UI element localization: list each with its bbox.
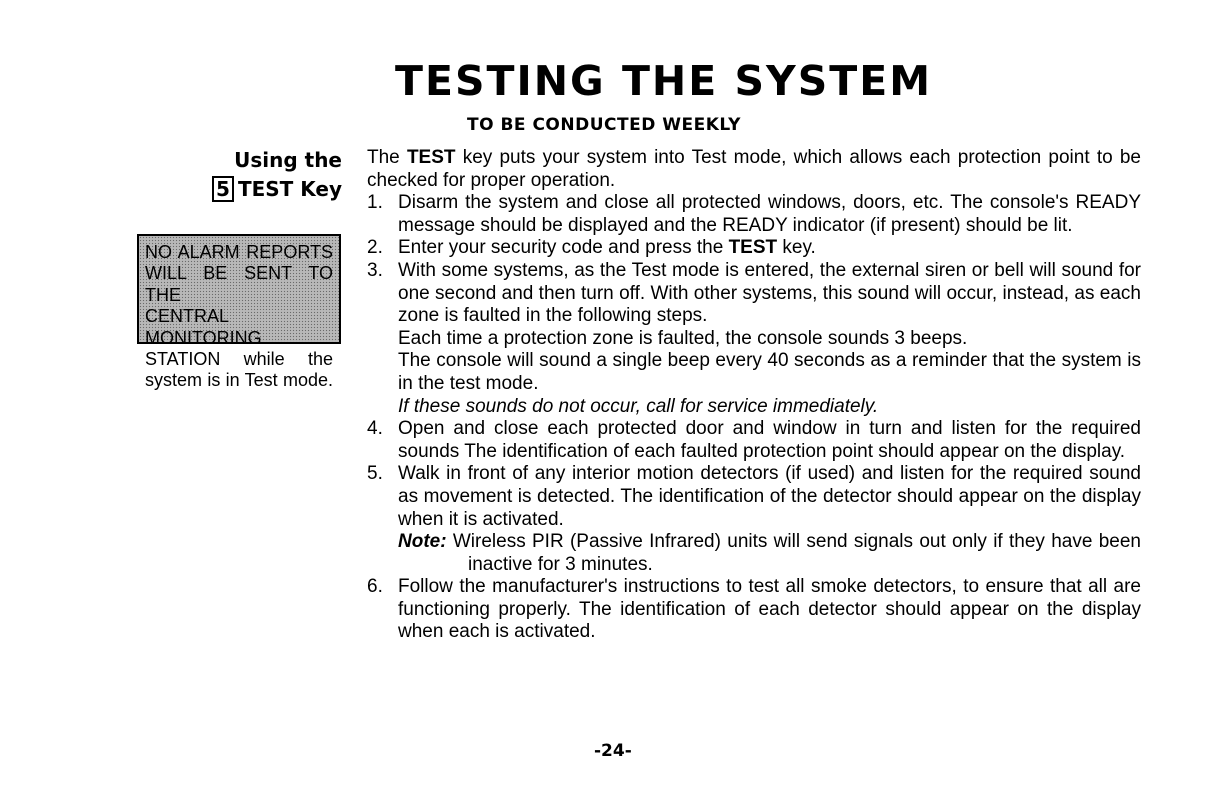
- step-number: 5.: [367, 463, 383, 485]
- step-text: Disarm the system and close all protected windows, doors, etc. The console's READY message should be displayed and the READY indicator (if present) should be lit.: [398, 192, 1141, 236]
- side-heading-key-text: TEST Key: [237, 177, 342, 201]
- note-text: Wireless PIR (Passive Infrared) units will send signals out only if they have been inactive for 3 minutes.: [446, 531, 1141, 575]
- step-number: 4.: [367, 418, 383, 440]
- step-text: With some systems, as the Test mode is entered, the external siren or bell will sound for one second and then turn off. With other systems, this sound will occur, instead, as each zone is faulted in the following steps.: [398, 259, 1141, 327]
- intro-text: key puts your system into Test mode, which allows each protection point to be checked for proper operation.: [367, 147, 1141, 191]
- side-heading: [138, 146, 342, 204]
- notice-line: CENTRAL MONITORING: [145, 306, 262, 348]
- step-text: key.: [777, 237, 816, 259]
- step-extra-text: Each time a protection zone is faulted, the console sounds 3 beeps.: [398, 327, 968, 349]
- step-note: [398, 531, 1141, 576]
- intro-paragraph: [367, 147, 1141, 192]
- notice-line: STATION while the: [145, 349, 333, 370]
- step-warning-text: If these sounds do not occur, call for service immediately.: [398, 395, 879, 417]
- notice-box: [137, 234, 341, 391]
- intro-text: The: [367, 147, 407, 168]
- side-heading-line1: Using the: [234, 148, 342, 172]
- note-label: Note:: [398, 531, 447, 553]
- page-number: -24-: [594, 741, 632, 761]
- list-item: [367, 463, 1141, 576]
- test-key-label: TEST: [406, 147, 456, 168]
- side-heading-line2: [138, 175, 342, 204]
- step-text: Follow the manufacturer's instructions to test all smoke detectors, to ensure that all are functioning properly. The identification of each detector should appear on the display when each is activated.: [398, 576, 1141, 643]
- page-title: TESTING THE SYSTEM: [395, 57, 933, 105]
- list-item: [367, 260, 1141, 418]
- notice-line: NO ALARM REPORTS: [145, 242, 333, 262]
- notice-line: system is in Test mode.: [145, 370, 333, 391]
- list-item: [367, 192, 1141, 237]
- notice-line: WILL BE SENT TO THE: [145, 263, 333, 305]
- page-subtitle: TO BE CONDUCTED WEEKLY: [467, 115, 741, 135]
- test-key-icon: 5: [212, 176, 234, 202]
- step-number: 6.: [367, 576, 383, 598]
- list-item: [367, 576, 1141, 644]
- test-key-label: TEST: [728, 237, 778, 259]
- step-number: 3.: [367, 259, 383, 281]
- steps-list: [367, 192, 1141, 644]
- list-item: [367, 237, 1141, 260]
- list-item: [367, 418, 1141, 463]
- step-text: Open and close each protected door and window in turn and listen for the required sounds The identification of each faulted protection point should appear on the display.: [398, 418, 1141, 462]
- step-text: Walk in front of any interior motion detectors (if used) and listen for the required sound as movement is detected. The identification of the detector should appear on the display when it is activated.: [398, 463, 1141, 530]
- step-number: 1.: [367, 192, 383, 214]
- step-extra-text: The console will sound a single beep every 40 seconds as a reminder that the system is in the test mode.: [398, 350, 1141, 394]
- main-content: [367, 147, 1141, 644]
- step-text: Enter your security code and press the: [398, 237, 729, 259]
- step-number: 2.: [367, 237, 383, 259]
